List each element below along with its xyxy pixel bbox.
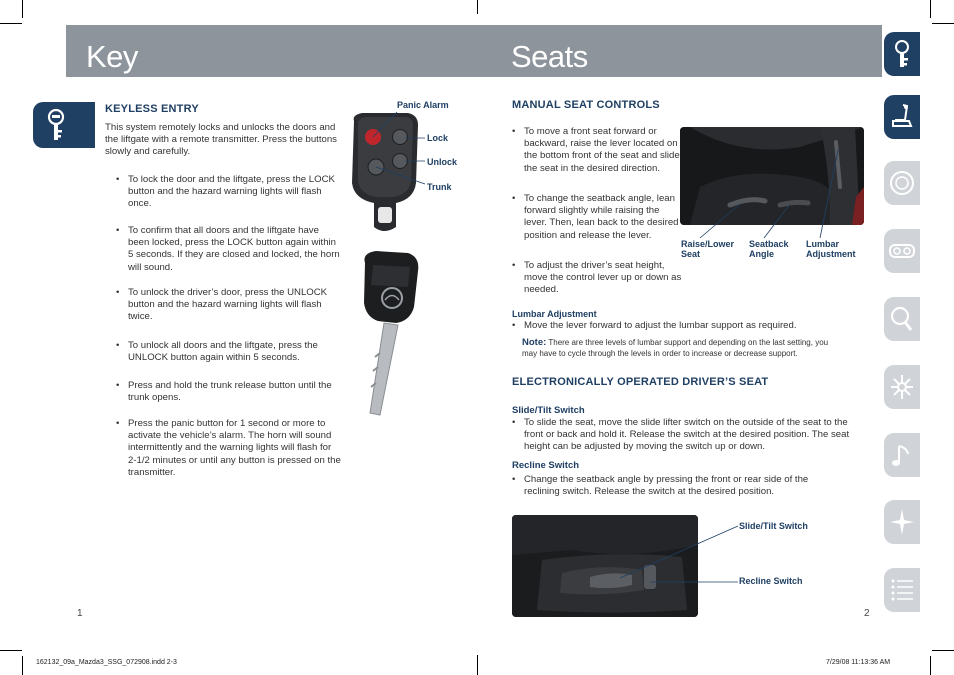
footer-filename: 162132_09a_Mazda3_SSG_072908.indd 2-3 — [36, 659, 177, 666]
page-number-left: 1 — [77, 608, 83, 619]
panic-alarm-label: Panic Alarm — [397, 100, 449, 110]
tab-index[interactable] — [884, 568, 920, 612]
keyless-entry-heading: KEYLESS ENTRY — [105, 103, 199, 115]
keyless-bullet: • To confirm that all doors and the liftgate have been locked, press the LOCK button again within 5 seconds. If they are closed and locked, the horn will sound. — [116, 225, 342, 274]
lumbar-heading: Lumbar Adjustment — [512, 309, 597, 319]
keyless-bullet: • Press the panic button for 1 second or more to activate the vehicle’s alarm. The horn will sound intermittently and the warning lights will flash for 2-1/2 minutes or until any button is pressed on the transmitter. — [116, 418, 342, 479]
compass-icon — [888, 507, 916, 537]
key-page-title: Key — [86, 39, 138, 74]
keyless-intro: This system remotely locks and unlocks the doors and the liftgate with a remote transmitter. Press the buttons slowly and carefully. — [105, 122, 337, 158]
keyless-bullet: • Press and hold the trunk release button until the trunk opens. — [116, 380, 340, 404]
tab-search[interactable] — [884, 297, 920, 341]
page-header — [66, 25, 882, 77]
key-fob-illustration — [340, 95, 470, 425]
unlock-label: Unlock — [427, 157, 458, 167]
keyless-bullet: • To unlock the driver’s door, press the UNLOCK button and the hazard warning lights will flash twice. — [116, 287, 340, 324]
tab-steering[interactable] — [884, 161, 920, 205]
recline-switch-label: Recline Switch — [739, 576, 803, 586]
electronic-seat-heading: ELECTRONICALLY OPERATED DRIVER’S SEAT — [512, 376, 769, 388]
key-icon — [41, 108, 71, 142]
slide-tilt-heading: Slide/Tilt Switch — [512, 405, 585, 416]
manual-seat-bullet: • To adjust the driver’s seat height, move the control lever up or down as needed. — [512, 260, 690, 297]
page-number-right: 2 — [864, 608, 870, 619]
slide-tilt-bullet: • To slide the seat, move the slide lifter switch on the outside of the seat to the front or back and hold it. Release the switch at the desired position. The seat height can be adjusted by moving the switch up or down. — [512, 417, 862, 454]
trunk-label: Trunk — [427, 182, 452, 192]
tab-climate[interactable] — [884, 365, 920, 409]
tab-seats[interactable] — [884, 95, 920, 139]
raise-lower-seat-label: Raise/Lower Seat — [681, 239, 735, 259]
magnifier-icon — [888, 304, 916, 334]
steering-wheel-icon — [888, 168, 916, 198]
recline-bullet: • Change the seatback angle by pressing the front or rear side of the reclining switch. Release the switch at the desired position. — [512, 474, 844, 498]
seat-icon — [888, 102, 916, 132]
manual-seat-bullet: • To move a front seat forward or backward, raise the lever located on the bottom front of the seat and slide the seat in the desired direction. — [512, 126, 684, 175]
footer-timestamp: 7/29/08 11:13:36 AM — [826, 659, 891, 666]
tab-navigation[interactable] — [884, 500, 920, 544]
seats-page-title: Seats — [511, 39, 588, 74]
climate-icon — [888, 372, 916, 402]
manual-seat-heading: MANUAL SEAT CONTROLS — [512, 99, 660, 111]
seatback-angle-label: Seatback Angle — [749, 239, 789, 259]
note-text: There are three levels of lumbar support and depending on the last setting, you may have to cycle through the levels in order to increase or decrease support. — [522, 338, 829, 358]
slide-tilt-switch-label: Slide/Tilt Switch — [739, 521, 808, 531]
recline-heading: Recline Switch — [512, 460, 580, 471]
tab-audio[interactable] — [884, 433, 920, 477]
dashboard-icon — [888, 236, 916, 266]
list-icon — [888, 575, 916, 605]
switch-leader-lines — [600, 520, 740, 590]
manual-seat-bullet: • To change the seatback angle, lean forward slightly while raising the lever. Then, lean back to the desired position and release the lever. — [512, 193, 684, 242]
tab-dashboard[interactable] — [884, 229, 920, 273]
section-tab-key[interactable] — [33, 102, 95, 148]
keyless-bullet: • To lock the door and the liftgate, press the LOCK button and the hazard warning lights will flash once. — [116, 174, 340, 211]
tab-key[interactable] — [884, 32, 920, 76]
lock-label: Lock — [427, 133, 449, 143]
keyless-bullet: • To unlock all doors and the liftgate, press the UNLOCK button again within 5 seconds. — [116, 340, 344, 364]
lumbar-note — [522, 337, 842, 359]
note-label: Note: — [522, 337, 547, 348]
lumbar-bullet: • Move the lever forward to adjust the lumbar support as required. — [512, 320, 854, 332]
key-icon — [888, 39, 916, 69]
music-note-icon — [888, 440, 916, 470]
seat-leader-lines — [680, 150, 864, 240]
lumbar-adjustment-label: Lumbar Adjustment — [806, 239, 856, 259]
